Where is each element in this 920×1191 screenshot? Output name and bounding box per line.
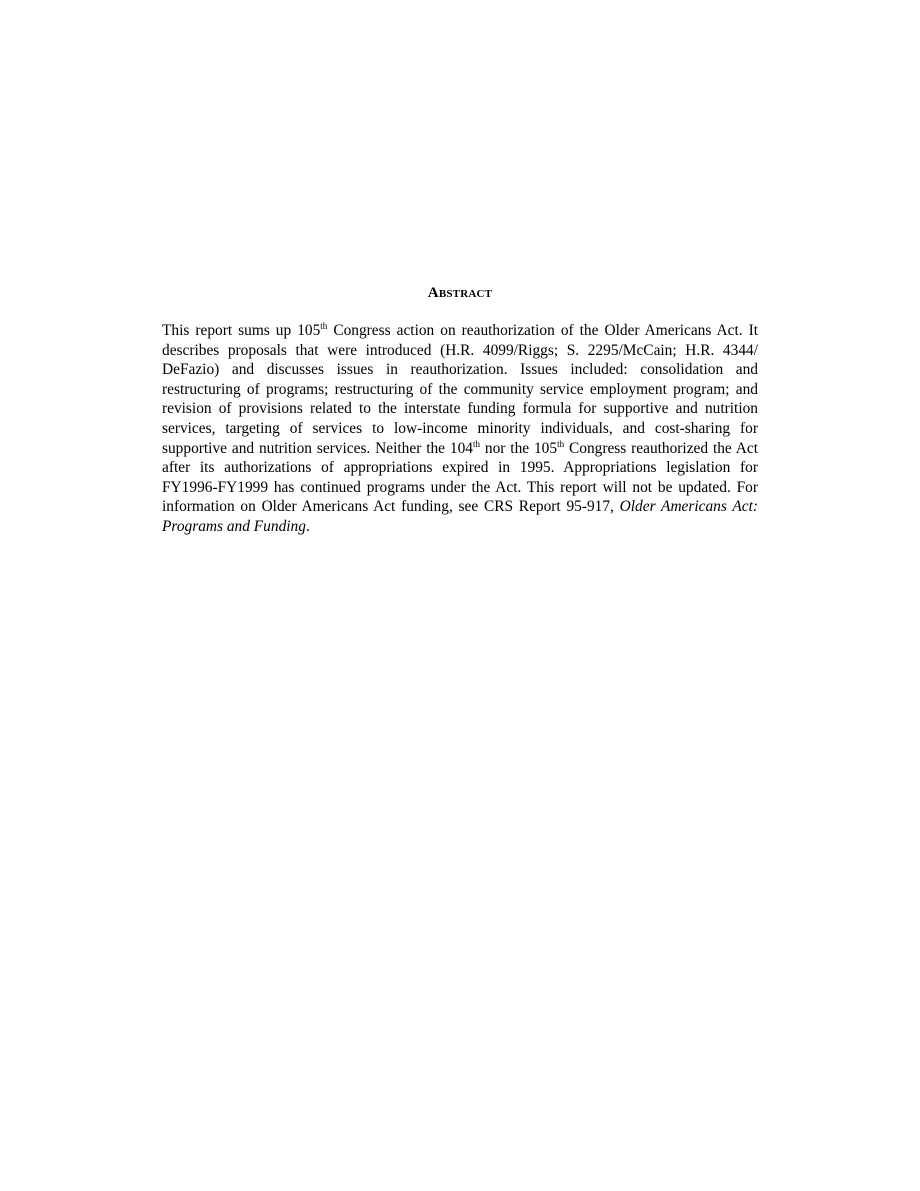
abstract-text-3: nor the 105 xyxy=(480,439,558,457)
abstract-text-5: . xyxy=(305,517,310,535)
superscript-th-1: th xyxy=(320,320,328,331)
superscript-th-3: th xyxy=(557,438,565,449)
abstract-heading: Abstract xyxy=(427,285,493,301)
report-title-reference: Older Americans Act: Programs and Funding xyxy=(162,498,758,535)
abstract-text-2: Congress action on reauthorization of the Older Americans Act. It describes proposals that were introduced (H.R. 4099/Riggs; S. 2295/McCain; H.R. 4344/ DeFazio) and discusses issues in reauthorization. Issues included: consolidation and restructuring of programs; restructuring of the community service employment program; and revision of provisions related to the interstate funding formula for supportive and nutrition services, targeting of services to low-income minority individuals, and cost-sharing for supportive and nutrition services. Neither the 104 xyxy=(162,322,759,457)
superscript-th-2: th xyxy=(472,438,480,449)
abstract-text-1: This report sums up 105 xyxy=(162,322,321,339)
abstract-body xyxy=(162,321,758,537)
abstract-text-4: Congress reauthorized the Act after its authorizations of appropriations expired in 1995. Appropriations legislation for FY1996-FY1999 has continued programs under the Act. This report will not be updated. For information on Older Americans Act funding, see CRS Report 95-917, xyxy=(162,439,759,516)
